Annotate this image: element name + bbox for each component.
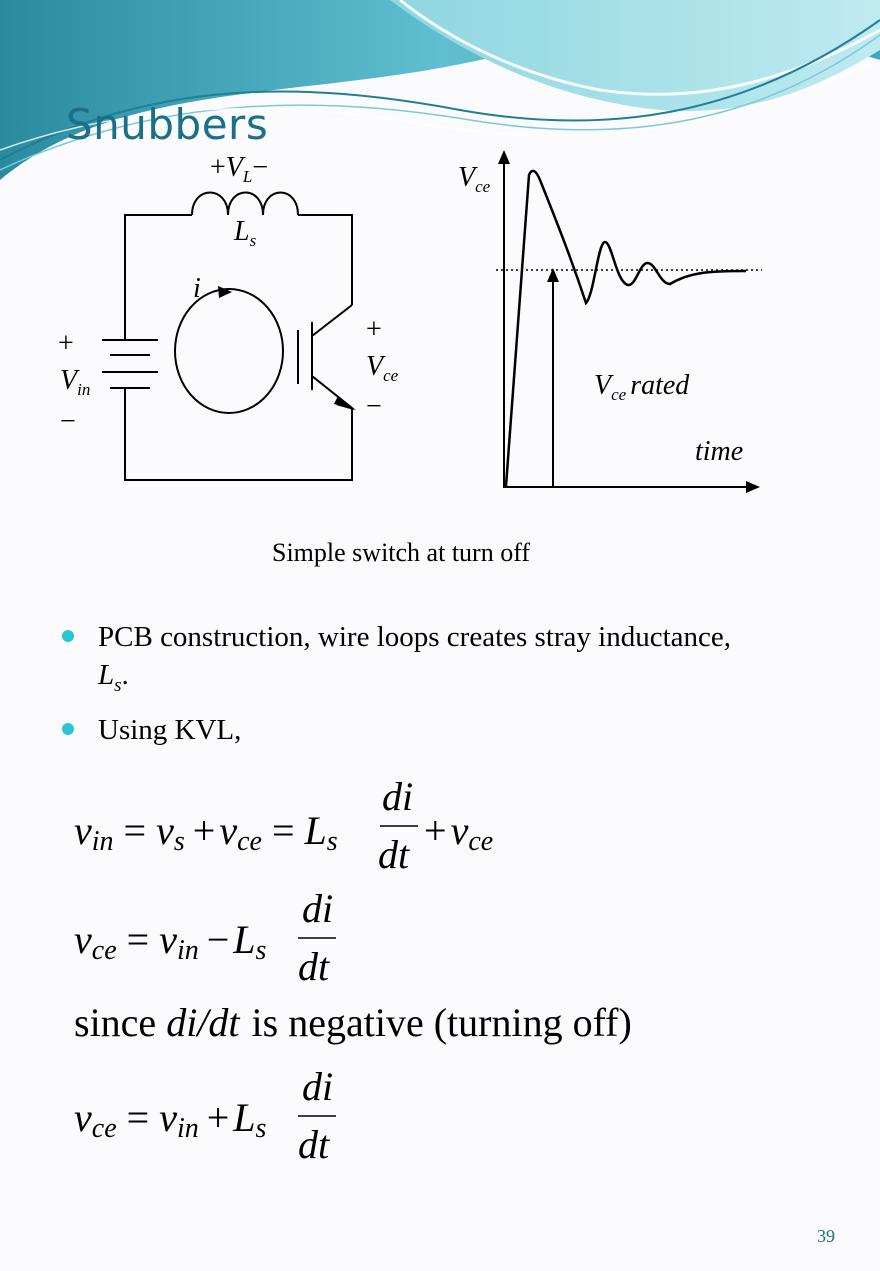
svg-text:vin=vs+vce=Ls: vin = vs + vce = Ls	[74, 808, 338, 857]
equation-note	[74, 1000, 632, 1045]
svg-text:vce=vin−Ls: vce = vin − Ls	[74, 917, 267, 966]
vce-plus: +	[366, 314, 382, 345]
vce-sub: ce	[383, 366, 399, 385]
rated-symbol: V	[594, 370, 612, 401]
rated-sub: ce	[611, 385, 627, 404]
bullet-text: PCB construction, wire loops creates stray inductance,	[98, 621, 732, 653]
graph-y-symbol: V	[458, 162, 476, 193]
vce-symbol: V	[366, 351, 384, 382]
vin-symbol: V	[60, 365, 78, 396]
current-label: i	[193, 273, 201, 304]
svg-text:sincedi/dtis negative (turning: since di/dt is negative (turning off)	[74, 1000, 632, 1045]
rated-text: rated	[630, 370, 690, 401]
slide-title: Snubbers	[66, 100, 269, 149]
bullet-math-sub: s	[114, 674, 122, 696]
graph-x-label: time	[695, 436, 744, 467]
svg-text:di: di	[302, 1064, 334, 1109]
svg-text:dt: dt	[298, 944, 330, 989]
vl-symbol: V	[225, 152, 243, 183]
svg-text:dt: dt	[298, 1122, 330, 1167]
ls-symbol: L	[234, 216, 250, 247]
equation-vce-plus	[74, 1064, 336, 1167]
equation-kvl	[74, 774, 493, 877]
vl-plus: +	[210, 152, 226, 183]
svg-text:di: di	[302, 886, 334, 931]
bullet-math-symbol: L	[98, 659, 115, 691]
page-number: 39	[817, 1226, 835, 1246]
vin-sub: in	[77, 380, 91, 399]
bullet-text: Using KVL,	[98, 713, 242, 746]
ls-sub: s	[249, 231, 257, 250]
equation-vce-minus	[74, 886, 336, 989]
vin-plus: +	[58, 328, 74, 359]
vl-sub: L	[242, 167, 253, 186]
vin-minus: −	[60, 406, 76, 437]
svg-text:di: di	[382, 774, 414, 819]
bullet-suffix: .	[121, 659, 129, 691]
figure-caption: Simple switch at turn off	[272, 538, 531, 567]
vce-minus: −	[366, 391, 382, 422]
graph-y-sub: ce	[475, 177, 491, 196]
svg-text:vce=vin+Ls: vce = vin + Ls	[74, 1095, 267, 1144]
svg-text:+vce: + vce	[424, 808, 494, 857]
vl-minus: −	[252, 152, 269, 183]
svg-text:dt: dt	[378, 832, 410, 877]
